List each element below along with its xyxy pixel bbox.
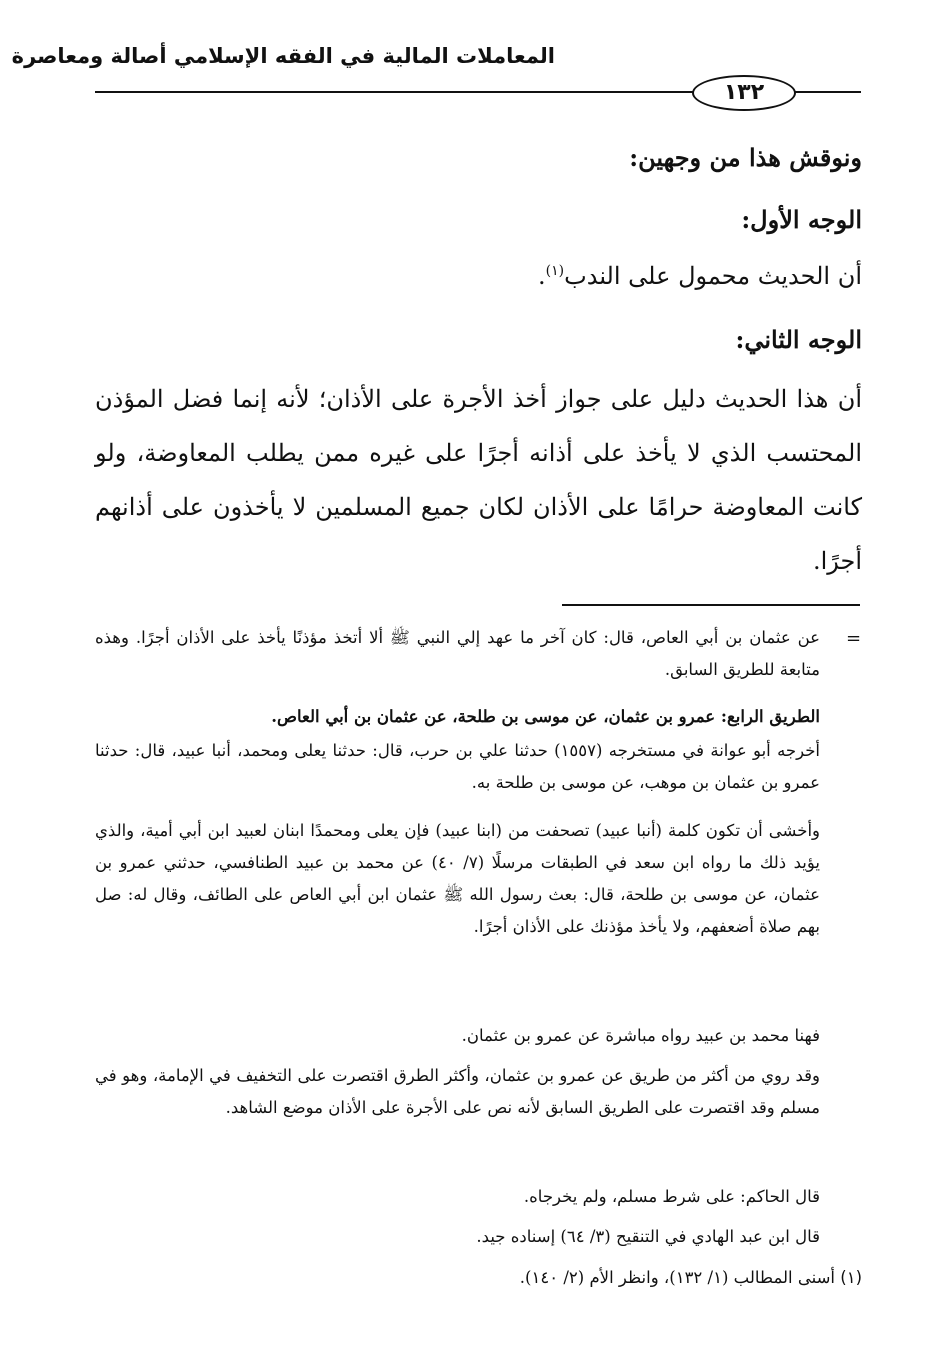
page-number-badge: ١٣٢ [692, 75, 796, 111]
first-aspect-text [95, 262, 862, 290]
footnote-paragraph-3: أخرجه أبو عوانة في مستخرجه (١٥٥٧) حدثنا علي بن حرب، قال: حدثنا يعلى ومحمد، أنبا عبيد، قال: حدثنا عمرو بن عثمان بن موهب، عن موسى بن طلحة به. [95, 741, 821, 792]
footnote-route-heading: الطريق الرابع: عمرو بن عثمان، عن موسى بن طلحة، عن عثمان بن أبي العاص. [271, 707, 820, 726]
footnote-paragraph-4: وأخشى أن تكون كلمة (أنبا عبيد) تصحفت من (ابنا عبيد) فإن يعلى ومحمدًا ابنان لعبيد ابن أبي أمية، والذي يؤيد ذلك ما رواه ابن سعد في الطبقات مرسلًا (٧/ ٤٠) عن محمد بن عبيد الطنافسي، حدثني عمرو بن عثمان، عن موسى بن طلحة، قال: بعث رسول الله ﷺ عثمان ابن أبي العاص على الطائف، وقال له: صل بهم صلاة أضعفهم، ولا يأخذ مؤذنك على الأذان أجرًا. [95, 821, 820, 936]
footnote-1-number: (١) [840, 1268, 862, 1287]
footnote-paragraph-5: فهنا محمد بن عبيد رواه مباشرة عن عمرو بن عثمان. [461, 1026, 820, 1045]
footnote-1-text: أسنى المطالب (١/ ١٣٢)، وانظر الأم (٢/ ١٤٠). [519, 1268, 835, 1287]
footnote-separator [562, 604, 860, 606]
first-aspect-heading: الوجه الأول: [741, 205, 862, 234]
header-rule-right [786, 91, 861, 93]
first-aspect-period: . [538, 262, 546, 290]
second-aspect-text: أن هذا الحديث دليل على جواز أخذ الأجرة على الأذان؛ لأنه إنما فضل المؤذن المحتسب الذي لا يأخذ على أذانه أجرًا على غيره ممن يطلب المعاوضة، ولو كانت المعاوضة حرامًا على الأذان لكان جميع المسلمين لا يأخذون على أذانهم أجرًا. [95, 385, 862, 575]
footnote-reference: (١) [545, 263, 565, 279]
footnote-paragraph-6: وقد روي من أكثر من طريق عن عمرو بن عثمان، وأكثر الطرق اقتصرت على التخفيف في الإمامة، وهو في مسلم وقد اقتصرت على الطريق السابق لأنه نص على الأجرة على الأذان موضع الشاهد. [95, 1066, 820, 1117]
footnote-paragraph-7: قال الحاكم: على شرط مسلم، ولم يخرجاه. [523, 1187, 820, 1206]
footnote-paragraph-1: عن عثمان بن أبي العاص، قال: كان آخر ما عهد إلي النبي ﷺ ألا أتخذ مؤذنًا يأخذ على الأذان أجرًا. وهذه متابعة للطريق السابق. [95, 628, 820, 679]
header-rule-left [95, 91, 710, 93]
discussion-intro: ونوقش هذا من وجهين: [629, 143, 862, 172]
second-aspect-heading: الوجه الثاني: [735, 325, 862, 354]
footnote-paragraph-8: قال ابن عبد الهادي في التنقيح (٣/ ٦٤) إسناده جيد. [476, 1227, 820, 1246]
first-aspect-sentence: أن الحديث محمول على الندب [564, 262, 862, 290]
footnote-1 [95, 1262, 862, 1294]
running-header-title: المعاملات المالية في الفقه الإسلامي أصالة ومعاصرة [11, 44, 555, 68]
footnote-continuation-mark: = [846, 628, 862, 649]
